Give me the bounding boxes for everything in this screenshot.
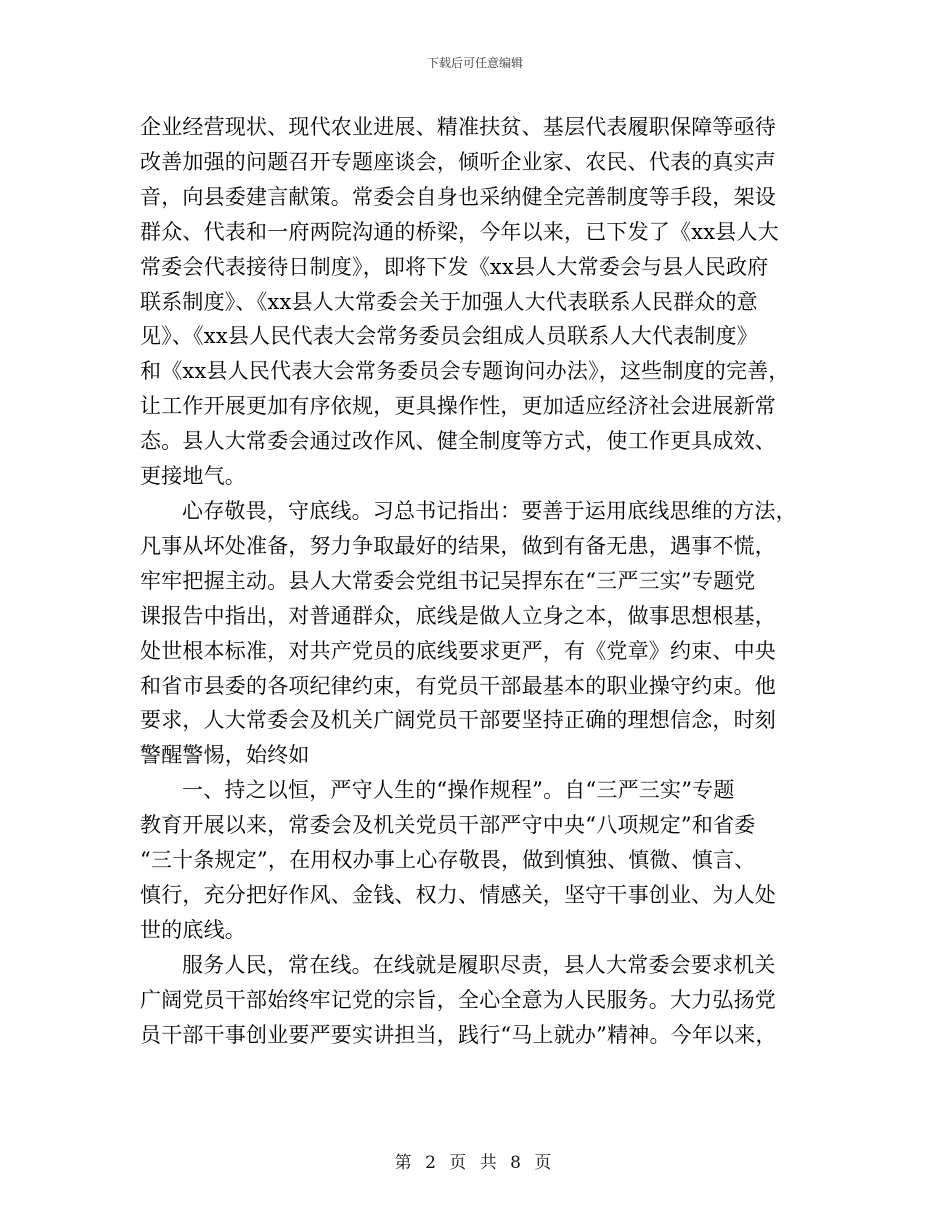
page-number-footer: 第 2 页 共 8 页 <box>394 1153 556 1173</box>
paragraph <box>140 773 812 948</box>
page-header: 下载后可任意编辑 <box>426 56 523 70</box>
text-line: 改善加强的问题召开专题座谈会，倾听企业家、农民、代表的真实声 <box>140 149 776 174</box>
text-line: 处世根本标准，对共产党员的底线要求更严，有《党章》约束、中央 <box>140 638 776 663</box>
text-line: 课报告中指出，对普通群众，底线是做人立身之本，做事思想根基， <box>140 603 776 628</box>
text-line: 服务人民，常在线。在线就是履职尽责，县人大常委会要求机关 <box>182 952 776 977</box>
text-line: 态。县人大常委会通过改作风、健全制度等方式，使工作更具成效、 <box>140 429 776 454</box>
paragraph <box>140 948 812 1053</box>
text-line: 世的底线。 <box>140 917 246 942</box>
text-line: 和《xx县人民代表大会常务委员会专题询问办法》，这些制度的完善， <box>140 359 790 384</box>
text-line: 见》、《xx县人民代表大会常务委员会组成人员联系人大代表制度》 <box>140 324 758 349</box>
paragraph <box>140 110 812 494</box>
text-line: 要求，人大常委会及机关广阔党员干部要坚持正确的理想信念，时刻 <box>140 708 776 733</box>
text-line: 常委会代表接待日制度》，即将下发《xx县人大常委会与县人民政府 <box>140 254 769 279</box>
paragraph <box>140 494 812 773</box>
text-line: 慎行，充分把好作风、金钱、权力、情感关，坚守干事创业、为人处 <box>140 882 776 907</box>
text-line: 心存敬畏，守底线。习总书记指出：要善于运用底线思维的方法， <box>182 498 797 523</box>
document-body <box>140 110 812 1052</box>
text-line: 让工作开展更加有序依规，更具操作性，更加适应经济社会进展新常 <box>140 394 776 419</box>
text-line: 员干部干事创业要严要实讲担当，践行“马上就办”精神。今年以来， <box>140 1022 777 1047</box>
text-line: 更接地气。 <box>140 464 246 489</box>
text-line: 凡事从坏处准备，努力争取最好的结果，做到有备无患，遇事不慌， <box>140 533 776 558</box>
text-line: “三十条规定”，在用权办事上心存敬畏，做到慎独、慎微、慎言、 <box>140 848 756 873</box>
text-line: 企业经营现状、现代农业进展、精准扶贫、基层代表履职保障等亟待 <box>140 115 776 139</box>
text-line: 教育开展以来，常委会及机关党员干部严守中央“八项规定”和省委 <box>140 813 756 838</box>
text-line: 警醒警惕，始终如 <box>140 743 310 768</box>
text-line: 和省市县委的各项纪律约束，有党员干部最基本的职业操守约束。他 <box>140 673 776 698</box>
text-line: 牢牢把握主动。县人大常委会党组书记吴捍东在“三严三实”专题党 <box>140 568 756 593</box>
text-line: 群众、代表和一府两院沟通的桥梁，今年以来，已下发了《xx县人大 <box>140 219 779 244</box>
text-line: 联系制度》、《xx县人大常委会关于加强人大代表联系人民群众的意 <box>140 289 758 314</box>
text-line: 音，向县委建言献策。常委会自身也采纳健全完善制度等手段，架设 <box>140 184 776 209</box>
text-line: 一、持之以恒，严守人生的“操作规程”。自“三严三实”专题 <box>182 778 735 803</box>
text-line: 广阔党员干部始终牢记党的宗旨，全心全意为人民服务。大力弘扬党 <box>140 987 776 1012</box>
